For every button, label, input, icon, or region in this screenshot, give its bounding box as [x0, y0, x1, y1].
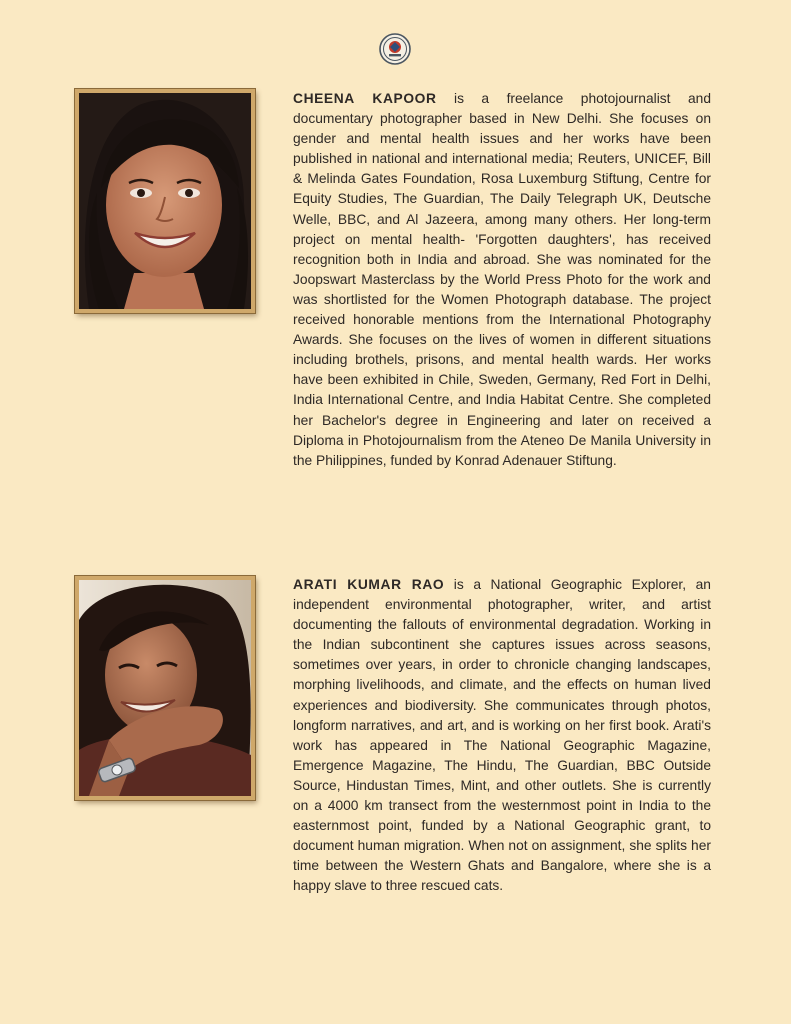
- cheena-kapoor-portrait: [75, 89, 255, 313]
- profile-name: ARATI KUMAR RAO: [293, 577, 445, 592]
- arati-kumar-rao-bio: [293, 575, 711, 897]
- profile-name: CHEENA KAPOOR: [293, 91, 437, 106]
- emblem-logo-icon: [379, 33, 411, 65]
- profile-bio-text: is a National Geographic Explorer, an independent environmental photographer, writer, and artist documenting the fallouts of environmental degradation. Working in the Indian subcontinent she captures issues across seasons, sometimes over years, in order to chronicle changing landscapes, morphing livelihoods, and climate, and the effects on human lived experiences and biodiversity. She communicates through photos, longform narratives, and art, and is working on her first book. Arati's work has appeared in The National Geographic Magazine, Emergence Magazine, The Hindu, The Guardian, BBC Outside Source, Hindustan Times, Mint, and other outlets. She is currently on a 4000 km transect from the westernmost point in India to the easternmost point, funded by a National Geographic grant, to document human migration. When not on assignment, she splits her time between the Western Ghats and Bangalore, where she is a happy slave to three rescued cats.: [293, 577, 711, 894]
- cheena-kapoor-bio: [293, 89, 711, 471]
- arati-kumar-rao-portrait: [75, 576, 255, 800]
- profile-bio-text: is a freelance photojournalist and documentary photographer based in New Delhi. She focuses on gender and mental health issues and her works have been published in national and international media; Reuters, UNICEF, Bill & Melinda Gates Foundation, Rosa Luxemburg Stiftung, Centre for Equity Studies, The Guardian, The Daily Telegraph UK, Deutsche Welle, BBC, and Al Jazeera, among many others. Her long-term project on mental health- 'Forgotten daughters', has received recognition both in India and abroad. She was nominated for the Joopswart Masterclass by the World Press Photo for the work and was shortlisted for the Women Photograph database. The project received honorable mentions from the International Photography Awards. She focuses on the lives of women in different situations including brothels, prisons, and mental health wards. Her works have been exhibited in Chile, Sweden, Germany, Red Fort in Delhi, India International Centre, and India Habitat Centre. She completed her Bachelor's degree in Engineering and later on received a Diploma in Photojournalism from the Ateneo De Manila University in the Philippines, funded by Konrad Adenauer Stiftung.: [293, 91, 711, 468]
